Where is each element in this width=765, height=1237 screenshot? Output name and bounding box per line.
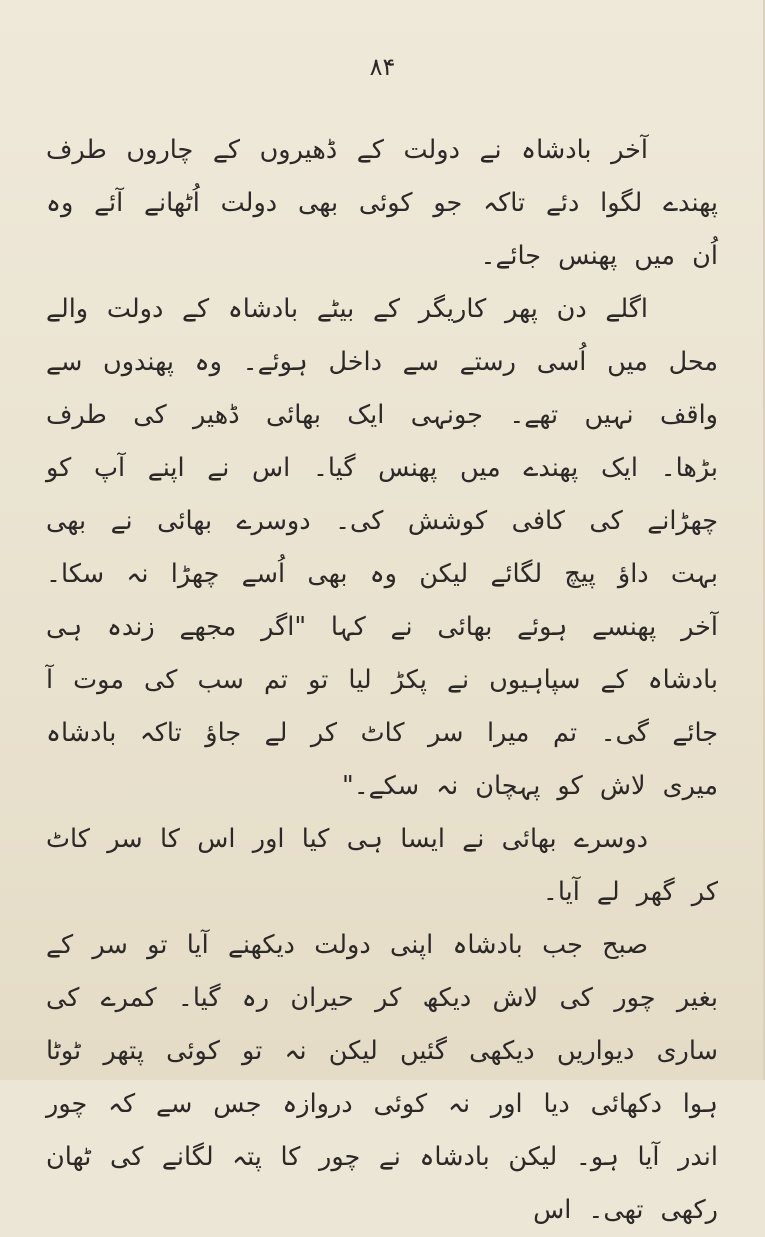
page-number: ۸۴ bbox=[369, 53, 396, 81]
body-text bbox=[46, 124, 718, 1237]
paragraph-2: اگلے دن پھر کاریگر کے بیٹے بادشاہ کے دولت والے محل میں اُسی رستے سے داخل ہوئے۔ وہ پھندوں سے واقف نہیں تھے۔ جونہی ایک بھائی ڈھیر کی طرف بڑھا۔ ایک پھندے میں پھنس گیا۔ اس نے اپنے آپ کو چھڑانے کی کافی کوشش کی۔ دوسرے بھائی نے بھی بہت داؤ پیچ لگائے لیکن وہ بھی اُسے چھڑا نہ سکا۔ آخر پھنسے ہوئے بھائی نے کہا "اگر مجھے زندہ ہی بادشاہ کے سپاہیوں نے پکڑ لیا تو تم سب کی موت آ جائے گی۔ تم میرا سر کاٹ کر لے جاؤ تاکہ بادشاہ میری لاش کو پہچان نہ سکے۔" bbox=[46, 294, 718, 801]
paragraph-4: صبح جب بادشاہ اپنی دولت دیکھنے آیا تو سر کے بغیر چور کی لاش دیکھ کر حیران رہ گیا۔ کمرے کی ساری دیواریں دیکھی گئیں لیکن نہ تو کوئی پتھر ٹوٹا ہوا دکھائی دیا اور نہ کوئی دروازہ جس سے کہ چور اندر آیا ہو۔ لیکن بادشاہ نے چور کا پتہ لگانے کی ٹھان رکھی تھی۔ اس bbox=[46, 930, 718, 1225]
paragraph-1: آخر بادشاہ نے دولت کے ڈھیروں کے چاروں طرف پھندے لگوا دئے تاکہ جو کوئی بھی دولت اُٹھانے آئے وہ اُن میں پھنس جائے۔ bbox=[46, 135, 718, 271]
paragraph-3: دوسرے بھائی نے ایسا ہی کیا اور اس کا سر کاٹ کر گھر لے آیا۔ bbox=[46, 824, 718, 907]
